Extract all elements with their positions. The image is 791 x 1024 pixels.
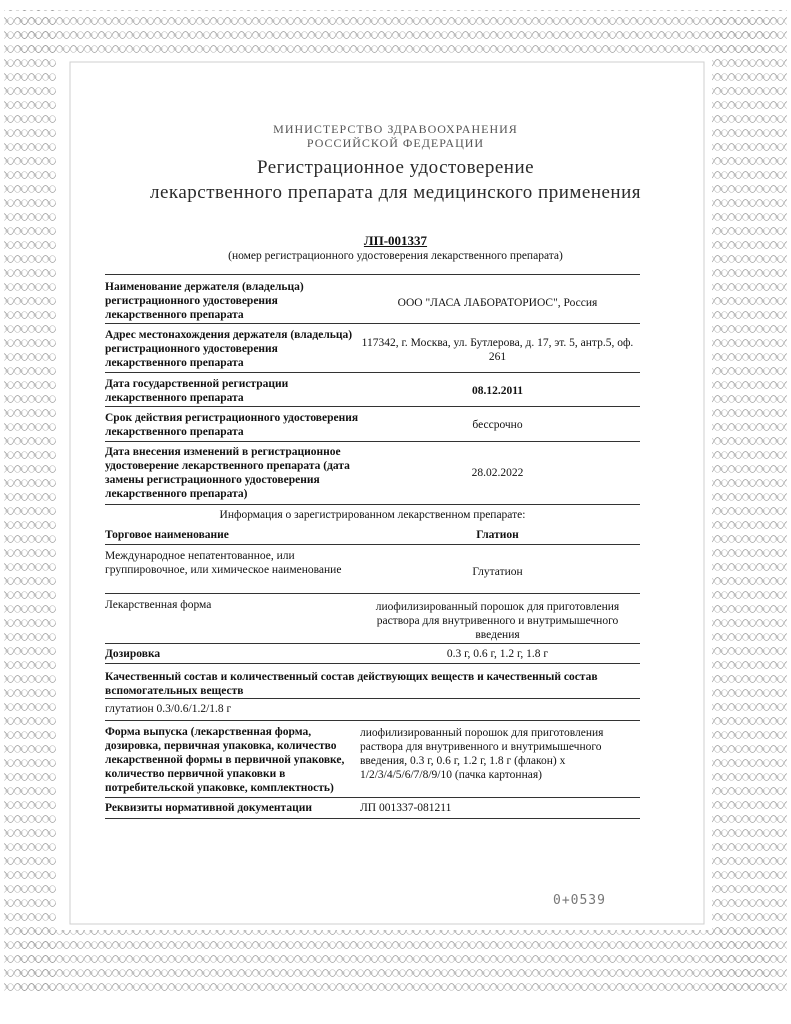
holder-name-label: Наименование держателя (владельца) регистрационного удостоверения лекарственного препарата [105, 281, 304, 321]
normative-docs-label: Реквизиты нормативной документации [105, 802, 312, 814]
registration-number-caption: (номер регистрационного удостоверения лекарственного препарата) [228, 250, 563, 262]
registration-date-label: Дата государственной регистрации лекарственного препарата [105, 378, 289, 404]
ministry-line-1: МИНИСТЕРСТВО ЗДРАВООХРАНЕНИЯ [273, 122, 518, 136]
title-line-1: Регистрационное удостоверение [256, 157, 535, 178]
divider [105, 593, 640, 594]
serial-number: 0+0539 [553, 893, 606, 908]
holder-address-label: Адрес местонахождения держателя (владельца) регистрационного удостоверения лекарственного препарата [105, 329, 353, 369]
changes-date-value: 28.02.2022 [471, 467, 524, 479]
divider [105, 720, 640, 721]
trade-name-label: Торговое наименование [105, 529, 229, 541]
trade-name-value: Глатион [476, 529, 519, 541]
divider [105, 663, 640, 664]
registration-number: ЛП-001337 [363, 233, 428, 248]
title-line-2: лекарственного препарата для медицинского применения [149, 182, 641, 203]
release-form-label: Форма выпуска (лекарственная форма, дозировка, первичная упаковка, количество лекарственной формы в первичной упаковке, количество первичной упаковки в потребительской упаковке, комплектность) [105, 726, 345, 794]
dosage-label: Дозировка [105, 648, 161, 660]
divider [105, 544, 640, 545]
release-form-value: лиофилизированный порошок для приготовления раствора для внутривенного и внутримышечного введения, 0.3 г, 0.6 г, 1.2 г, 1.8 г (флакон) x 1/2/3/4/5/6/7/8/9/10 (пачка картонная) [360, 727, 604, 781]
validity-label: Срок действия регистрационного удостоверения лекарственного препарата [105, 412, 359, 438]
ministry-header [0, 122, 791, 150]
ministry-line-2: РОССИЙСКОЙ ФЕДЕРАЦИИ [306, 136, 485, 150]
divider [105, 504, 640, 505]
composition-heading: Качественный состав и количественный состав действующих веществ и качественный состав вспомогательных веществ [105, 671, 598, 697]
dosage-value: 0.3 г, 0.6 г, 1.2 г, 1.8 г [446, 648, 549, 660]
document-title [0, 155, 791, 205]
divider [105, 698, 640, 699]
validity-value: бессрочно [472, 419, 523, 431]
dosage-form-value: лиофилизированный порошок для приготовления раствора для внутривенного и внутримышечного введения [375, 601, 620, 641]
normative-docs-value: ЛП 001337-081211 [360, 802, 452, 814]
divider [105, 643, 640, 644]
inn-value: Глутатион [472, 566, 523, 578]
info-heading: Информация о зарегистрированном лекарственном препарате: [219, 509, 526, 521]
changes-date-label: Дата внесения изменений в регистрационное удостоверение лекарственного препарата (дата замены регистрационного удостоверения лекарственного препарата) [105, 446, 350, 500]
divider [105, 372, 640, 373]
registration-date-value: 08.12.2011 [471, 385, 524, 397]
divider [105, 797, 640, 798]
divider [105, 406, 640, 407]
composition-value: глутатион 0.3/0.6/1.2/1.8 г [105, 703, 232, 715]
holder-name-value: ООО "ЛАСА ЛАБОРАТОРИОС", Россия [397, 297, 598, 309]
divider [105, 441, 640, 442]
inn-label: Международное непатентованное, или группировочное, или химическое наименование [105, 550, 342, 576]
divider [105, 818, 640, 819]
dosage-form-label: Лекарственная форма [105, 599, 212, 611]
holder-address-value: 117342, г. Москва, ул. Бутлерова, д. 17, эт. 5, антр.5, оф. 261 [361, 337, 634, 363]
divider [105, 274, 640, 275]
divider [105, 323, 640, 324]
